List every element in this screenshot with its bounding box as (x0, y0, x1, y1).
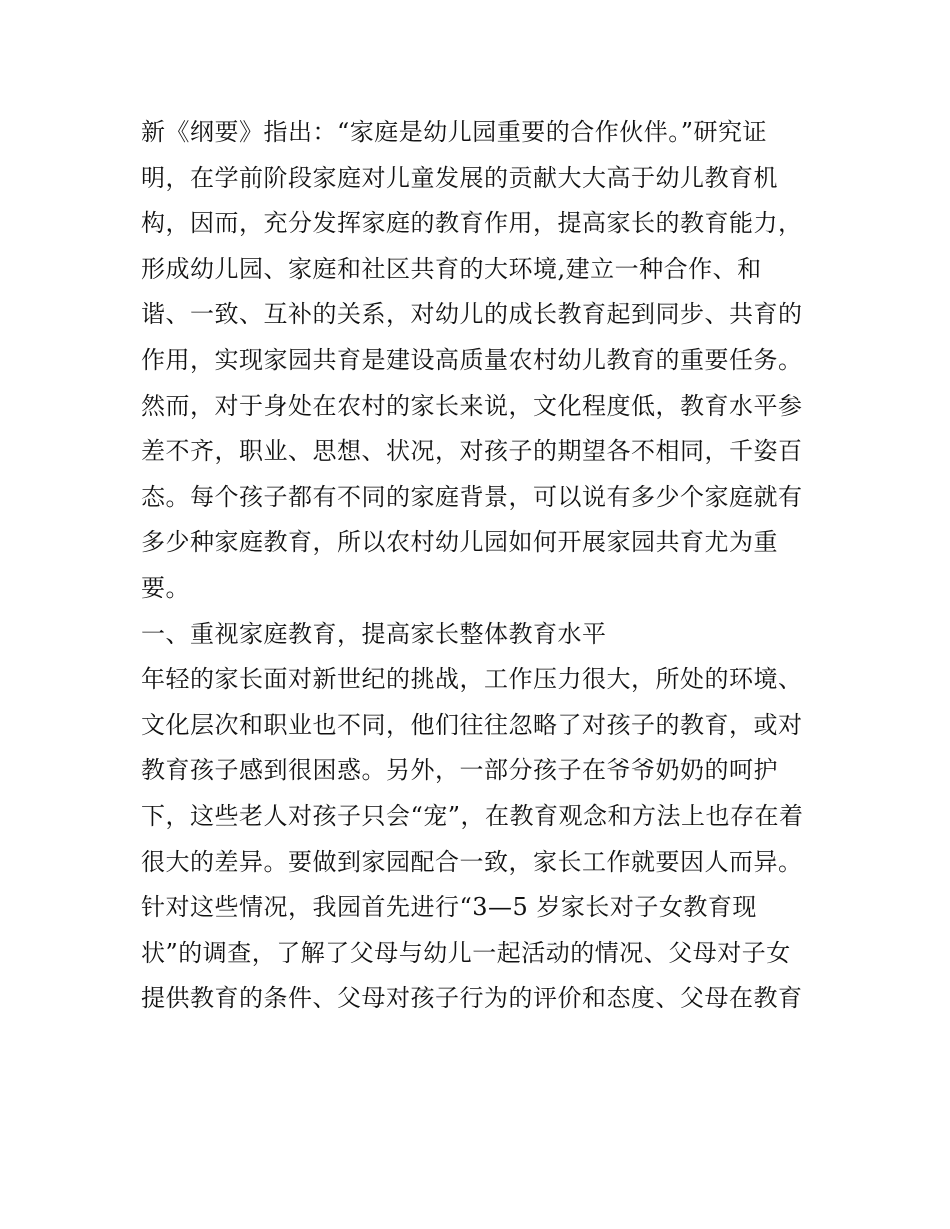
text-line: 提供教育的条件、父母对孩子行为的评价和态度、父母在教育 (141, 984, 803, 1013)
text-line: 状”的调查，了解了父母与幼儿一起活动的情况、父母对子女 (141, 938, 791, 967)
text-line: 态。每个孩子都有不同的家庭背景，可以说有多少个家庭就有 (141, 482, 803, 511)
text-line: 谐、一致、互补的关系，对幼儿的成长教育起到同步、共育的 (141, 300, 803, 329)
text-line: 年轻的家长面对新世纪的挑战，工作压力很大，所处的环境、 (141, 665, 803, 694)
document-body (141, 110, 821, 1022)
text-line: 下，这些老人对孩子只会“宠”，在教育观念和方法上也存在着 (141, 801, 804, 830)
text-line: 新《纲要》指出：“家庭是幼儿园重要的合作伙伴。”研究证 (141, 118, 768, 146)
text-line: 构，因而，充分发挥家庭的教育作用，提高家长的教育能力， (141, 209, 803, 238)
text-line: 作用，实现家园共育是建设高质量农村幼儿教育的重要任务。 (141, 345, 803, 374)
text-line: 要。 (141, 573, 190, 602)
text-line: 形成幼儿园、家庭和社区共育的大环境,建立一种合作、和 (141, 254, 762, 283)
text-line: 针对这些情况，我园首先进行“3—5 岁家长对子女教育现 (141, 893, 757, 922)
text-line: 多少种家庭教育，所以农村幼儿园如何开展家园共育尤为重 (141, 528, 778, 557)
text-line: 文化层次和职业也不同，他们往往忽略了对孩子的教育，或对 (141, 710, 803, 739)
section-heading: 一、重视家庭教育，提高家长整体教育水平 (141, 619, 607, 648)
text-line: 差不齐，职业、思想、状况，对孩子的期望各不相同，千姿百 (141, 437, 803, 466)
text-line: 很大的差异。要做到家园配合一致，家长工作就要因人而异。 (141, 847, 803, 876)
text-line: 明，在学前阶段家庭对儿童发展的贡献大大高于幼儿教育机 (141, 163, 778, 192)
text-line: 教育孩子感到很困惑。另外，一部分孩子在爷爷奶奶的呵护 (141, 756, 778, 785)
text-line: 然而，对于身处在农村的家长来说，文化程度低，教育水平参 (141, 391, 803, 420)
